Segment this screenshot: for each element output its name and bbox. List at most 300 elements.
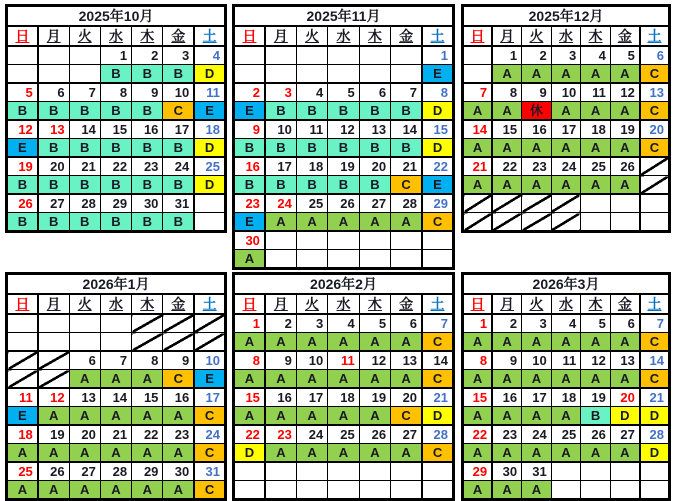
shift-code-cell-A[interactable]: A bbox=[581, 65, 611, 84]
shift-code-cell-A[interactable]: A bbox=[551, 176, 581, 195]
date-cell[interactable]: 22 bbox=[234, 425, 265, 444]
shift-code-cell-C[interactable]: C bbox=[422, 370, 453, 389]
date-cell[interactable]: 7 bbox=[100, 351, 131, 370]
shift-code-cell-A[interactable]: A bbox=[492, 139, 522, 158]
shift-code-cell-A[interactable]: A bbox=[69, 444, 100, 463]
date-cell[interactable]: 17 bbox=[522, 388, 552, 407]
empty-cell[interactable] bbox=[391, 65, 422, 84]
empty-cell[interactable] bbox=[234, 65, 265, 84]
date-cell[interactable]: 25 bbox=[551, 425, 581, 444]
shift-code-cell-B[interactable]: B bbox=[69, 102, 100, 121]
shift-code-cell-A[interactable]: A bbox=[132, 370, 163, 389]
shift-code-cell-A[interactable]: A bbox=[581, 139, 611, 158]
hatch-cell[interactable] bbox=[640, 157, 670, 176]
date-cell[interactable]: 5 bbox=[581, 314, 611, 333]
date-cell[interactable]: 8 bbox=[100, 83, 131, 102]
empty-cell[interactable] bbox=[69, 65, 100, 84]
empty-cell[interactable] bbox=[610, 213, 640, 232]
date-cell[interactable]: 19 bbox=[581, 388, 611, 407]
shift-code-cell-D[interactable]: D bbox=[640, 444, 670, 463]
empty-cell[interactable] bbox=[194, 213, 225, 232]
date-cell[interactable]: 12 bbox=[7, 120, 38, 139]
shift-code-cell-A[interactable]: A bbox=[265, 333, 296, 352]
empty-cell[interactable] bbox=[328, 481, 359, 500]
date-cell[interactable]: 25 bbox=[581, 157, 611, 176]
shift-code-cell-A[interactable]: A bbox=[463, 176, 493, 195]
empty-cell[interactable] bbox=[296, 462, 327, 481]
shift-code-cell-A[interactable]: A bbox=[581, 176, 611, 195]
shift-code-cell-B[interactable]: B bbox=[7, 176, 38, 195]
empty-cell[interactable] bbox=[610, 462, 640, 481]
date-cell[interactable]: 9 bbox=[522, 83, 552, 102]
date-cell[interactable]: 24 bbox=[551, 157, 581, 176]
date-cell[interactable]: 17 bbox=[551, 120, 581, 139]
empty-cell[interactable] bbox=[359, 481, 390, 500]
date-cell[interactable]: 11 bbox=[328, 351, 359, 370]
shift-code-cell-B[interactable]: B bbox=[359, 176, 390, 195]
shift-code-cell-A[interactable]: A bbox=[463, 407, 493, 426]
date-cell[interactable]: 13 bbox=[391, 351, 422, 370]
shift-code-cell-A[interactable]: A bbox=[610, 176, 640, 195]
shift-code-cell-D[interactable]: D bbox=[422, 407, 453, 426]
date-cell[interactable]: 16 bbox=[265, 388, 296, 407]
hatch-cell[interactable] bbox=[522, 213, 552, 232]
shift-code-cell-A[interactable]: A bbox=[69, 407, 100, 426]
date-cell[interactable]: 17 bbox=[265, 157, 296, 176]
empty-cell[interactable] bbox=[581, 481, 611, 500]
date-cell[interactable]: 1 bbox=[100, 46, 131, 65]
empty-cell[interactable] bbox=[422, 231, 453, 250]
shift-code-cell-C[interactable]: C bbox=[640, 102, 670, 121]
shift-code-cell-C[interactable]: C bbox=[640, 333, 670, 352]
shift-code-cell-B[interactable]: B bbox=[328, 139, 359, 158]
date-cell[interactable]: 4 bbox=[194, 46, 225, 65]
shift-code-cell-A[interactable]: A bbox=[359, 444, 390, 463]
shift-code-cell-B[interactable]: B bbox=[163, 176, 194, 195]
shift-code-cell-A[interactable]: A bbox=[492, 176, 522, 195]
date-cell[interactable]: 13 bbox=[38, 120, 69, 139]
empty-cell[interactable] bbox=[100, 314, 131, 333]
date-cell[interactable]: 29 bbox=[100, 194, 131, 213]
date-cell[interactable]: 16 bbox=[492, 388, 522, 407]
shift-code-cell-A[interactable]: A bbox=[100, 407, 131, 426]
date-cell[interactable]: 18 bbox=[296, 157, 327, 176]
shift-code-cell-A[interactable]: A bbox=[38, 407, 69, 426]
shift-code-cell-A[interactable]: A bbox=[551, 102, 581, 121]
empty-cell[interactable] bbox=[359, 462, 390, 481]
date-cell[interactable]: 18 bbox=[194, 120, 225, 139]
date-cell[interactable]: 23 bbox=[265, 425, 296, 444]
shift-code-cell-C[interactable]: C bbox=[194, 481, 225, 500]
date-cell[interactable]: 3 bbox=[265, 83, 296, 102]
empty-cell[interactable] bbox=[7, 65, 38, 84]
shift-code-cell-B[interactable]: B bbox=[296, 102, 327, 121]
shift-code-cell-A[interactable]: A bbox=[522, 65, 552, 84]
date-cell[interactable]: 8 bbox=[132, 351, 163, 370]
shift-code-cell-A[interactable]: A bbox=[391, 444, 422, 463]
date-cell[interactable]: 9 bbox=[234, 120, 265, 139]
date-cell[interactable]: 20 bbox=[640, 120, 670, 139]
empty-cell[interactable] bbox=[69, 314, 100, 333]
date-cell[interactable]: 10 bbox=[551, 83, 581, 102]
shift-code-cell-C[interactable]: C bbox=[194, 444, 225, 463]
date-cell[interactable]: 15 bbox=[234, 388, 265, 407]
date-cell[interactable]: 26 bbox=[359, 425, 390, 444]
shift-code-cell-E[interactable]: E bbox=[422, 176, 453, 195]
shift-code-cell-B[interactable]: B bbox=[100, 176, 131, 195]
date-cell[interactable]: 11 bbox=[581, 83, 611, 102]
date-cell[interactable]: 23 bbox=[163, 425, 194, 444]
shift-code-cell-A[interactable]: A bbox=[610, 139, 640, 158]
date-cell[interactable]: 22 bbox=[492, 157, 522, 176]
date-cell[interactable]: 29 bbox=[132, 462, 163, 481]
shift-code-cell-A[interactable]: A bbox=[359, 213, 390, 232]
shift-code-cell-C[interactable]: C bbox=[163, 370, 194, 389]
shift-code-cell-A[interactable]: A bbox=[522, 370, 552, 389]
shift-code-cell-B[interactable]: B bbox=[69, 176, 100, 195]
date-cell[interactable]: 11 bbox=[296, 120, 327, 139]
shift-code-cell-B[interactable]: B bbox=[163, 139, 194, 158]
empty-cell[interactable] bbox=[391, 231, 422, 250]
shift-code-cell-C[interactable]: C bbox=[422, 213, 453, 232]
shift-code-cell-B[interactable]: B bbox=[234, 176, 265, 195]
hatch-cell[interactable] bbox=[522, 194, 552, 213]
date-cell[interactable]: 6 bbox=[610, 314, 640, 333]
date-cell[interactable]: 19 bbox=[38, 425, 69, 444]
empty-cell[interactable] bbox=[610, 194, 640, 213]
empty-cell[interactable] bbox=[265, 231, 296, 250]
shift-code-cell-A[interactable]: A bbox=[551, 370, 581, 389]
empty-cell[interactable] bbox=[234, 46, 265, 65]
hatch-cell[interactable] bbox=[492, 213, 522, 232]
date-cell[interactable]: 13 bbox=[359, 120, 390, 139]
empty-cell[interactable] bbox=[610, 481, 640, 500]
date-cell[interactable]: 24 bbox=[522, 425, 552, 444]
empty-cell[interactable] bbox=[194, 194, 225, 213]
empty-cell[interactable] bbox=[640, 194, 670, 213]
shift-code-cell-B[interactable]: B bbox=[132, 176, 163, 195]
shift-code-cell-B[interactable]: B bbox=[391, 139, 422, 158]
shift-code-cell-A[interactable]: A bbox=[7, 481, 38, 500]
date-cell[interactable]: 4 bbox=[581, 46, 611, 65]
date-cell[interactable]: 6 bbox=[69, 351, 100, 370]
shift-code-cell-A[interactable]: A bbox=[7, 444, 38, 463]
empty-cell[interactable] bbox=[296, 65, 327, 84]
shift-code-cell-B[interactable]: B bbox=[132, 102, 163, 121]
shift-code-cell-A[interactable]: A bbox=[551, 444, 581, 463]
empty-cell[interactable] bbox=[328, 250, 359, 269]
shift-code-cell-A[interactable]: A bbox=[132, 407, 163, 426]
shift-code-cell-B[interactable]: B bbox=[100, 65, 131, 84]
shift-code-cell-A[interactable]: A bbox=[463, 333, 493, 352]
shift-code-cell-A[interactable]: A bbox=[522, 139, 552, 158]
shift-code-cell-A[interactable]: A bbox=[492, 481, 522, 500]
empty-cell[interactable] bbox=[265, 250, 296, 269]
shift-code-cell-A[interactable]: A bbox=[132, 481, 163, 500]
date-cell[interactable]: 27 bbox=[391, 425, 422, 444]
date-cell[interactable]: 20 bbox=[610, 388, 640, 407]
shift-code-cell-A[interactable]: A bbox=[463, 139, 493, 158]
date-cell[interactable]: 19 bbox=[610, 120, 640, 139]
empty-cell[interactable] bbox=[581, 462, 611, 481]
shift-code-cell-B[interactable]: B bbox=[265, 176, 296, 195]
date-cell[interactable]: 21 bbox=[69, 157, 100, 176]
shift-code-cell-A[interactable]: A bbox=[163, 407, 194, 426]
shift-code-cell-A[interactable]: A bbox=[234, 333, 265, 352]
date-cell[interactable]: 30 bbox=[492, 462, 522, 481]
hatch-cell[interactable] bbox=[163, 333, 194, 352]
shift-code-cell-B[interactable]: B bbox=[38, 102, 69, 121]
empty-cell[interactable] bbox=[359, 65, 390, 84]
shift-code-cell-A[interactable]: A bbox=[610, 333, 640, 352]
date-cell[interactable]: 8 bbox=[492, 83, 522, 102]
date-cell[interactable]: 25 bbox=[328, 425, 359, 444]
shift-code-cell-D[interactable]: D bbox=[422, 139, 453, 158]
date-cell[interactable]: 14 bbox=[100, 388, 131, 407]
shift-code-cell-B[interactable]: B bbox=[7, 102, 38, 121]
shift-code-cell-B[interactable]: B bbox=[69, 139, 100, 158]
date-cell[interactable]: 3 bbox=[522, 314, 552, 333]
hatch-cell[interactable] bbox=[551, 194, 581, 213]
shift-code-cell-C[interactable]: C bbox=[391, 407, 422, 426]
date-cell[interactable]: 13 bbox=[69, 388, 100, 407]
date-cell[interactable]: 22 bbox=[463, 425, 493, 444]
date-cell[interactable]: 6 bbox=[391, 314, 422, 333]
date-cell[interactable]: 11 bbox=[7, 388, 38, 407]
date-cell[interactable]: 29 bbox=[422, 194, 453, 213]
shift-code-cell-A[interactable]: A bbox=[522, 333, 552, 352]
date-cell[interactable]: 13 bbox=[640, 83, 670, 102]
empty-cell[interactable] bbox=[328, 231, 359, 250]
shift-code-cell-A[interactable]: A bbox=[163, 481, 194, 500]
date-cell[interactable]: 9 bbox=[265, 351, 296, 370]
date-cell[interactable]: 10 bbox=[163, 83, 194, 102]
shift-code-cell-A[interactable]: A bbox=[391, 333, 422, 352]
shift-code-cell-B[interactable]: B bbox=[581, 407, 611, 426]
date-cell[interactable]: 14 bbox=[69, 120, 100, 139]
empty-cell[interactable] bbox=[296, 46, 327, 65]
date-cell[interactable]: 25 bbox=[296, 194, 327, 213]
empty-cell[interactable] bbox=[391, 462, 422, 481]
shift-code-cell-A[interactable]: A bbox=[38, 444, 69, 463]
date-cell[interactable]: 28 bbox=[640, 425, 670, 444]
shift-code-cell-A[interactable]: A bbox=[100, 481, 131, 500]
shift-code-cell-A[interactable]: A bbox=[265, 213, 296, 232]
empty-cell[interactable] bbox=[581, 213, 611, 232]
shift-code-cell-B[interactable]: B bbox=[234, 139, 265, 158]
shift-code-cell-C[interactable]: C bbox=[163, 102, 194, 121]
shift-code-cell-B[interactable]: B bbox=[38, 176, 69, 195]
shift-code-cell-B[interactable]: B bbox=[38, 213, 69, 232]
empty-cell[interactable] bbox=[69, 46, 100, 65]
date-cell[interactable]: 26 bbox=[581, 425, 611, 444]
shift-code-cell-D[interactable]: D bbox=[640, 407, 670, 426]
empty-cell[interactable] bbox=[328, 462, 359, 481]
date-cell[interactable]: 3 bbox=[296, 314, 327, 333]
shift-code-cell-A[interactable]: A bbox=[551, 65, 581, 84]
empty-cell[interactable] bbox=[551, 462, 581, 481]
empty-cell[interactable] bbox=[359, 231, 390, 250]
date-cell[interactable]: 2 bbox=[522, 46, 552, 65]
shift-code-cell-A[interactable]: A bbox=[522, 481, 552, 500]
shift-code-cell-B[interactable]: B bbox=[100, 139, 131, 158]
date-cell[interactable]: 16 bbox=[163, 388, 194, 407]
date-cell[interactable]: 1 bbox=[492, 46, 522, 65]
empty-cell[interactable] bbox=[38, 46, 69, 65]
date-cell[interactable]: 10 bbox=[265, 120, 296, 139]
empty-cell[interactable] bbox=[7, 333, 38, 352]
empty-cell[interactable] bbox=[265, 462, 296, 481]
shift-code-cell-A[interactable]: A bbox=[581, 444, 611, 463]
shift-code-cell-A[interactable]: A bbox=[391, 213, 422, 232]
date-cell[interactable]: 12 bbox=[38, 388, 69, 407]
shift-code-cell-A[interactable]: A bbox=[38, 481, 69, 500]
empty-cell[interactable] bbox=[328, 46, 359, 65]
shift-code-cell-A[interactable]: A bbox=[296, 213, 327, 232]
hatch-cell[interactable] bbox=[194, 333, 225, 352]
date-cell[interactable]: 5 bbox=[610, 46, 640, 65]
date-cell[interactable]: 22 bbox=[100, 157, 131, 176]
date-cell[interactable]: 18 bbox=[551, 388, 581, 407]
date-cell[interactable]: 18 bbox=[7, 425, 38, 444]
shift-code-cell-C[interactable]: C bbox=[640, 65, 670, 84]
date-cell[interactable]: 21 bbox=[391, 157, 422, 176]
shift-code-cell-A[interactable]: A bbox=[69, 481, 100, 500]
shift-code-cell-A[interactable]: A bbox=[234, 370, 265, 389]
shift-code-cell-C[interactable]: C bbox=[391, 176, 422, 195]
shift-code-cell-A[interactable]: A bbox=[296, 407, 327, 426]
shift-code-cell-D[interactable]: D bbox=[422, 102, 453, 121]
shift-code-cell-B[interactable]: B bbox=[132, 213, 163, 232]
date-cell[interactable]: 6 bbox=[359, 83, 390, 102]
shift-code-cell-A[interactable]: A bbox=[492, 102, 522, 121]
date-cell[interactable]: 19 bbox=[7, 157, 38, 176]
date-cell[interactable]: 15 bbox=[132, 388, 163, 407]
shift-code-cell-B[interactable]: B bbox=[359, 102, 390, 121]
shift-code-cell-C[interactable]: C bbox=[640, 139, 670, 158]
date-cell[interactable]: 2 bbox=[492, 314, 522, 333]
shift-code-cell-C[interactable]: C bbox=[422, 333, 453, 352]
date-cell[interactable]: 24 bbox=[265, 194, 296, 213]
date-cell[interactable]: 25 bbox=[194, 157, 225, 176]
date-cell[interactable]: 27 bbox=[69, 462, 100, 481]
shift-code-cell-A[interactable]: A bbox=[610, 370, 640, 389]
shift-code-cell-A[interactable]: A bbox=[265, 444, 296, 463]
rest-day-cell[interactable]: 休 bbox=[522, 102, 552, 121]
date-cell[interactable]: 6 bbox=[640, 46, 670, 65]
date-cell[interactable]: 21 bbox=[640, 388, 670, 407]
date-cell[interactable]: 20 bbox=[38, 157, 69, 176]
shift-code-cell-D[interactable]: D bbox=[194, 176, 225, 195]
date-cell[interactable]: 21 bbox=[100, 425, 131, 444]
date-cell[interactable]: 2 bbox=[234, 83, 265, 102]
shift-code-cell-A[interactable]: A bbox=[328, 333, 359, 352]
empty-cell[interactable] bbox=[69, 333, 100, 352]
date-cell[interactable]: 16 bbox=[234, 157, 265, 176]
date-cell[interactable]: 2 bbox=[265, 314, 296, 333]
date-cell[interactable]: 7 bbox=[69, 83, 100, 102]
date-cell[interactable]: 22 bbox=[422, 157, 453, 176]
empty-cell[interactable] bbox=[7, 46, 38, 65]
empty-cell[interactable] bbox=[422, 481, 453, 500]
date-cell[interactable]: 9 bbox=[163, 351, 194, 370]
date-cell[interactable]: 23 bbox=[492, 425, 522, 444]
date-cell[interactable]: 3 bbox=[163, 46, 194, 65]
shift-code-cell-A[interactable]: A bbox=[492, 444, 522, 463]
empty-cell[interactable] bbox=[422, 462, 453, 481]
date-cell[interactable]: 11 bbox=[551, 351, 581, 370]
shift-code-cell-A[interactable]: A bbox=[296, 444, 327, 463]
date-cell[interactable]: 20 bbox=[391, 388, 422, 407]
shift-code-cell-A[interactable]: A bbox=[492, 65, 522, 84]
shift-code-cell-A[interactable]: A bbox=[463, 444, 493, 463]
date-cell[interactable]: 13 bbox=[610, 351, 640, 370]
date-cell[interactable]: 19 bbox=[328, 157, 359, 176]
shift-code-cell-A[interactable]: A bbox=[265, 407, 296, 426]
date-cell[interactable]: 8 bbox=[234, 351, 265, 370]
date-cell[interactable]: 28 bbox=[100, 462, 131, 481]
date-cell[interactable]: 14 bbox=[640, 351, 670, 370]
shift-code-cell-A[interactable]: A bbox=[163, 444, 194, 463]
shift-code-cell-D[interactable]: D bbox=[234, 444, 265, 463]
shift-code-cell-A[interactable]: A bbox=[551, 139, 581, 158]
date-cell[interactable]: 30 bbox=[163, 462, 194, 481]
shift-code-cell-B[interactable]: B bbox=[163, 65, 194, 84]
date-cell[interactable]: 23 bbox=[522, 157, 552, 176]
date-cell[interactable]: 28 bbox=[391, 194, 422, 213]
shift-code-cell-A[interactable]: A bbox=[463, 481, 493, 500]
shift-code-cell-E[interactable]: E bbox=[7, 139, 38, 158]
date-cell[interactable]: 4 bbox=[551, 314, 581, 333]
date-cell[interactable]: 7 bbox=[463, 83, 493, 102]
shift-code-cell-B[interactable]: B bbox=[38, 139, 69, 158]
date-cell[interactable]: 24 bbox=[194, 425, 225, 444]
date-cell[interactable]: 21 bbox=[422, 388, 453, 407]
hatch-cell[interactable] bbox=[132, 314, 163, 333]
shift-code-cell-A[interactable]: A bbox=[463, 370, 493, 389]
shift-code-cell-B[interactable]: B bbox=[69, 213, 100, 232]
empty-cell[interactable] bbox=[640, 481, 670, 500]
shift-code-cell-B[interactable]: B bbox=[132, 65, 163, 84]
shift-code-cell-A[interactable]: A bbox=[492, 370, 522, 389]
empty-cell[interactable] bbox=[422, 250, 453, 269]
date-cell[interactable]: 9 bbox=[492, 351, 522, 370]
date-cell[interactable]: 1 bbox=[422, 46, 453, 65]
date-cell[interactable]: 5 bbox=[359, 314, 390, 333]
shift-code-cell-A[interactable]: A bbox=[328, 213, 359, 232]
hatch-cell[interactable] bbox=[38, 370, 69, 389]
date-cell[interactable]: 18 bbox=[328, 388, 359, 407]
shift-code-cell-A[interactable]: A bbox=[522, 444, 552, 463]
date-cell[interactable]: 4 bbox=[328, 314, 359, 333]
empty-cell[interactable] bbox=[391, 481, 422, 500]
shift-code-cell-B[interactable]: B bbox=[265, 102, 296, 121]
date-cell[interactable]: 29 bbox=[463, 462, 493, 481]
date-cell[interactable]: 22 bbox=[132, 425, 163, 444]
empty-cell[interactable] bbox=[640, 462, 670, 481]
shift-code-cell-A[interactable]: A bbox=[69, 370, 100, 389]
hatch-cell[interactable] bbox=[38, 351, 69, 370]
date-cell[interactable]: 17 bbox=[194, 388, 225, 407]
empty-cell[interactable] bbox=[265, 481, 296, 500]
shift-code-cell-A[interactable]: A bbox=[100, 370, 131, 389]
empty-cell[interactable] bbox=[234, 481, 265, 500]
shift-code-cell-A[interactable]: A bbox=[581, 333, 611, 352]
shift-code-cell-A[interactable]: A bbox=[265, 370, 296, 389]
date-cell[interactable]: 24 bbox=[296, 425, 327, 444]
date-cell[interactable]: 26 bbox=[328, 194, 359, 213]
shift-code-cell-A[interactable]: A bbox=[234, 407, 265, 426]
